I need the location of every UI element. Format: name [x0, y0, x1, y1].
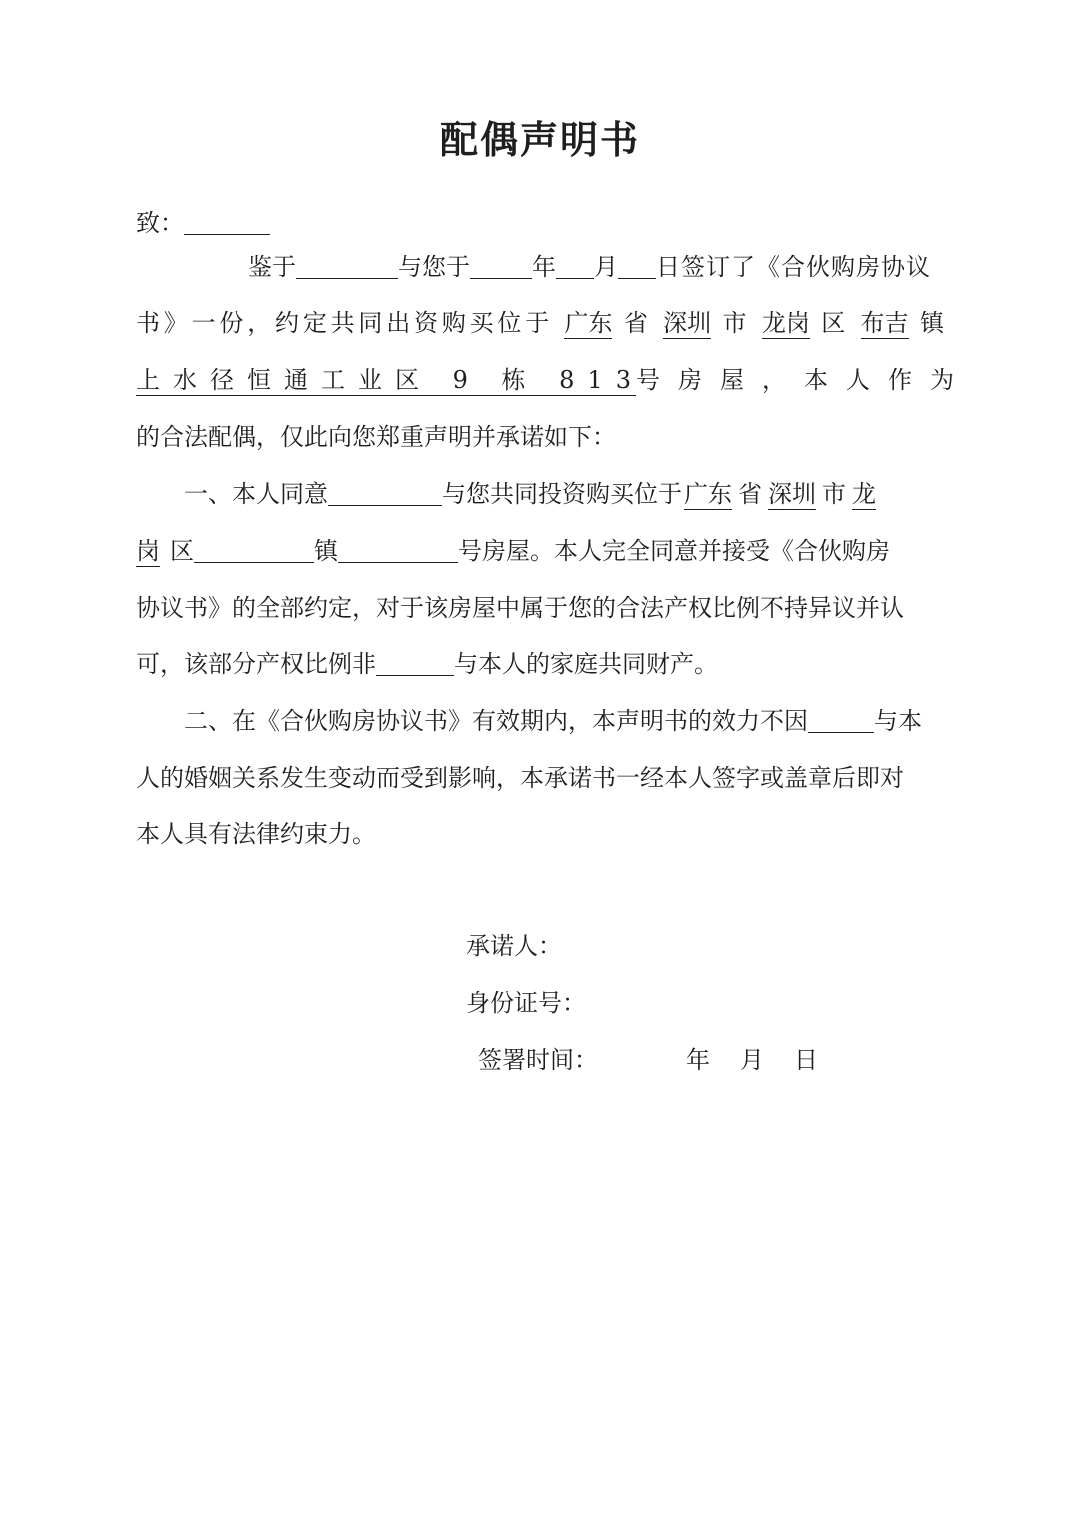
town-value: 布吉: [860, 309, 909, 337]
para1-text: 镇: [919, 309, 944, 337]
salutation-label: 致：: [136, 209, 184, 237]
para1-text: 省: [623, 309, 652, 337]
para1-text: 年: [532, 253, 556, 281]
clause2-text: 与本: [874, 707, 922, 735]
clause1-text: 省: [738, 480, 762, 508]
clause1-line-2: [136, 531, 944, 571]
sign-date-label: 签署时间：: [478, 1046, 598, 1074]
city-value: 深圳: [768, 480, 816, 508]
para1-text: 日签订了《合伙购房协议: [656, 253, 931, 281]
clause1-text: 与本人的家庭共同财产。: [454, 650, 718, 678]
para1-text: 书》一份，约定共同出资购买位于: [136, 309, 554, 337]
para1-line-4: 的合法配偶，仅此向您郑重声明并承诺如下：: [136, 423, 616, 451]
clause2-line-1: [136, 701, 944, 741]
para1-text: 月: [594, 253, 618, 281]
sign-month-label: 月: [740, 1046, 764, 1074]
year-blank: [470, 248, 532, 279]
sign-year-label: 年: [686, 1046, 710, 1074]
co-buyer-blank: [328, 475, 442, 506]
town-blank: [194, 532, 314, 563]
para1-line-3: [136, 360, 972, 400]
sign-day-label: 日: [794, 1046, 818, 1074]
district-value: 龙岗: [761, 309, 810, 337]
clause1-text: 一、本人同意: [184, 480, 328, 508]
district-value: 岗: [136, 537, 160, 565]
document-title: 配偶声明书: [439, 118, 640, 162]
clause2-line-3: 本人具有法律约束力。: [136, 820, 376, 848]
promisor-label: 承诺人：: [466, 932, 562, 960]
clause1-text: 与您共同投资购买位于: [442, 480, 682, 508]
para1-text: 号房屋，本人作为: [636, 366, 972, 394]
clause1-text: 可，该部分产权比例非: [136, 650, 376, 678]
clause2-text: 二、在《合伙购房协议书》有效期内，本声明书的效力不因: [184, 707, 808, 735]
clause2-line-2: 人的婚姻关系发生变动而受到影响，本承诺书一经本人签字或盖章后即对: [136, 764, 904, 792]
para1-line-1: [136, 247, 944, 287]
address-blank: [338, 532, 458, 563]
clause1-line-3: 协议书》的全部约定，对于该房屋中属于您的合法产权比例不持异议并认: [136, 594, 904, 622]
clause1-text: 区: [170, 537, 194, 565]
clause1-line-1: [136, 474, 944, 514]
clause1-line-4: [136, 644, 944, 684]
para1-text: 区: [821, 309, 850, 337]
para1-line-2: [136, 303, 944, 343]
para1-text: 与您于: [398, 253, 470, 281]
city-value: 深圳: [663, 309, 712, 337]
province-value: 广东: [684, 480, 732, 508]
co-buyer-blank: [296, 248, 398, 279]
recipient-blank: [184, 204, 270, 235]
salutation-line: [136, 203, 944, 243]
sign-date-line: [478, 1040, 818, 1080]
province-value: 广东: [564, 309, 613, 337]
month-blank: [556, 248, 594, 279]
address-value: 上水径恒通工业区 9 栋 813: [136, 366, 644, 394]
district-value: 龙: [852, 480, 876, 508]
para1-text: 市: [722, 309, 751, 337]
co-buyer-blank: [808, 702, 874, 733]
id-number-label: 身份证号：: [466, 989, 586, 1017]
para1-text: 鉴于: [248, 253, 296, 281]
co-buyer-blank: [376, 645, 454, 676]
day-blank: [618, 248, 656, 279]
clause1-text: 镇: [314, 537, 338, 565]
clause1-text: 市: [822, 480, 846, 508]
clause1-text: 号房屋。本人完全同意并接受《合伙购房: [458, 537, 890, 565]
